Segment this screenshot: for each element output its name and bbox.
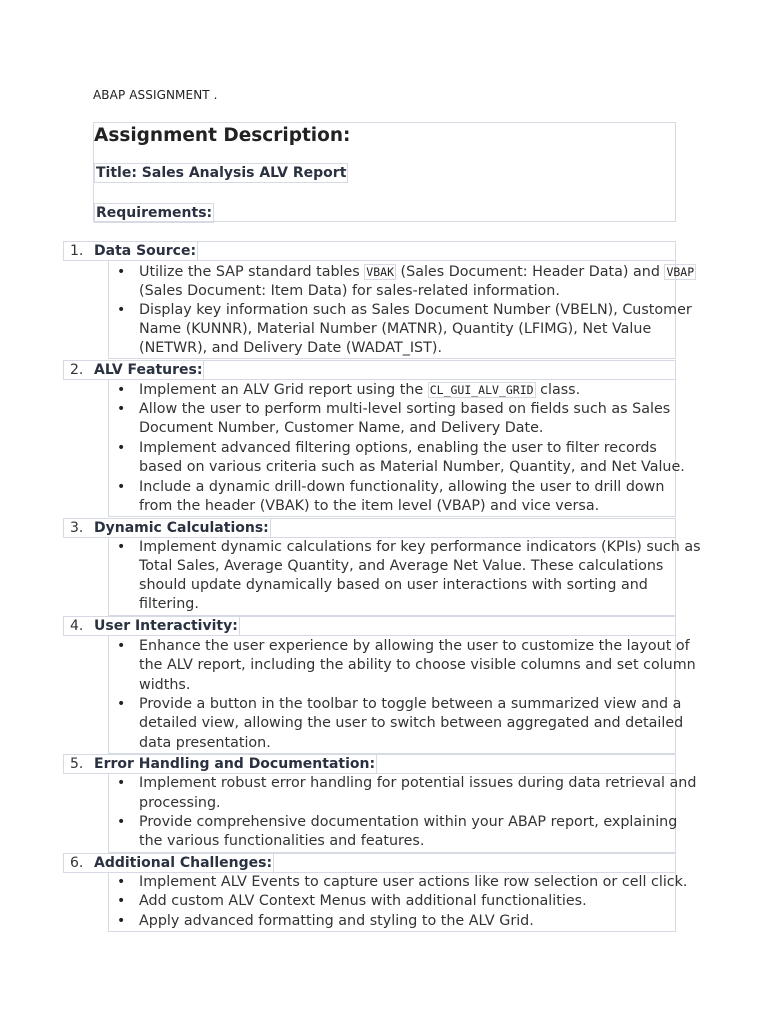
bullet-icon: • [117,479,126,495]
table-name-code: VBAP [666,265,695,279]
section-number: 4. [70,618,84,634]
section-title: Dynamic Calculations: [94,520,269,536]
table-name-code: VBAK [366,265,394,279]
bullet-icon: • [117,539,126,555]
section-1-bullets: • Utilize the SAP standard tables VBAK (Sales Document: Header Data) and VBAP (Sales Document: Item Data) for sales-related information. • Display key information such as Sales Document Number (VBELN), Customer Name (KUNNR), Material Number (MATNR), Quantity (LFIMG), Net Value (NETWR), and Delivery Date (WADAT_IST). [108,260,676,359]
section-number: 1. [70,243,84,259]
assignment-description-heading: Assignment Description: [94,125,351,146]
section-6-header [63,853,676,873]
class-name-code: CL_GUI_ALV_GRID [429,383,534,397]
bullet-icon: • [117,440,126,456]
section-4-bullets: • Enhance the user experience by allowing the user to customize the layout of the ALV report, including the ability to choose visible columns and set column widths. • Provide a button in the toolbar to toggle between a summarized view and a detailed view, allowing the user to switch between aggregated and detailed data presentation. [108,635,676,754]
bullet-icon: • [117,382,126,398]
section-number: 6. [70,855,84,871]
section-5-bullets: • Implement robust error handling for potential issues during data retrieval and processing. • Provide comprehensive documentation within your ABAP report, explaining the various functionalities and features. [108,773,676,853]
section-number: 5. [70,756,84,772]
bullet-icon: • [117,401,126,417]
section-number: 3. [70,520,84,536]
bullet-icon: • [117,775,126,791]
section-3-bullets: • Implement dynamic calculations for key performance indicators (KPIs) such as Total Sales, Average Quantity, and Average Net Value. These calculations should update dynamically based on user interactions with sorting and filtering. [108,537,676,616]
section-3-header [63,518,676,538]
section-6-bullets: • Implement ALV Events to capture user actions like row selection or cell click. • Add custom ALV Context Menus with additional functionalities. • Apply advanced formatting and styling to the ALV Grid. [108,872,676,932]
report-title: Title: Sales Analysis ALV Report [96,165,347,181]
bullet-icon: • [117,893,126,909]
section-2-header [63,360,676,380]
bullet-icon: • [117,696,126,712]
document-header: ABAP ASSIGNMENT . [93,88,218,102]
requirements-heading: Requirements: [96,205,213,221]
section-1-header [63,241,676,261]
section-title: User Interactivity: [94,618,238,634]
section-number: 2. [70,362,84,378]
section-title: Data Source: [94,243,197,259]
bullet-icon: • [117,913,126,929]
bullet-icon: • [117,874,126,890]
section-title: ALV Features: [94,362,203,378]
bullet-icon: • [117,264,126,280]
section-4-header [63,616,676,636]
section-5-header [63,754,676,774]
bullet-icon: • [117,302,126,318]
section-2-bullets: • Implement an ALV Grid report using the CL_GUI_ALV_GRID class. • Allow the user to perform multi-level sorting based on fields such as Sales Document Number, Customer Name, and Delivery Date. • Implement advanced filtering options, enabling the user to filter records based on various criteria such as Material Number, Quantity, and Net Value. • Include a dynamic drill-down functionality, allowing the user to drill down from the header (VBAK) to the item level (VBAP) and vice versa. [108,379,676,517]
bullet-icon: • [117,638,126,654]
section-title: Error Handling and Documentation: [94,756,376,772]
section-title: Additional Challenges: [94,855,273,871]
bullet-icon: • [117,814,126,830]
intro-box [93,122,676,222]
